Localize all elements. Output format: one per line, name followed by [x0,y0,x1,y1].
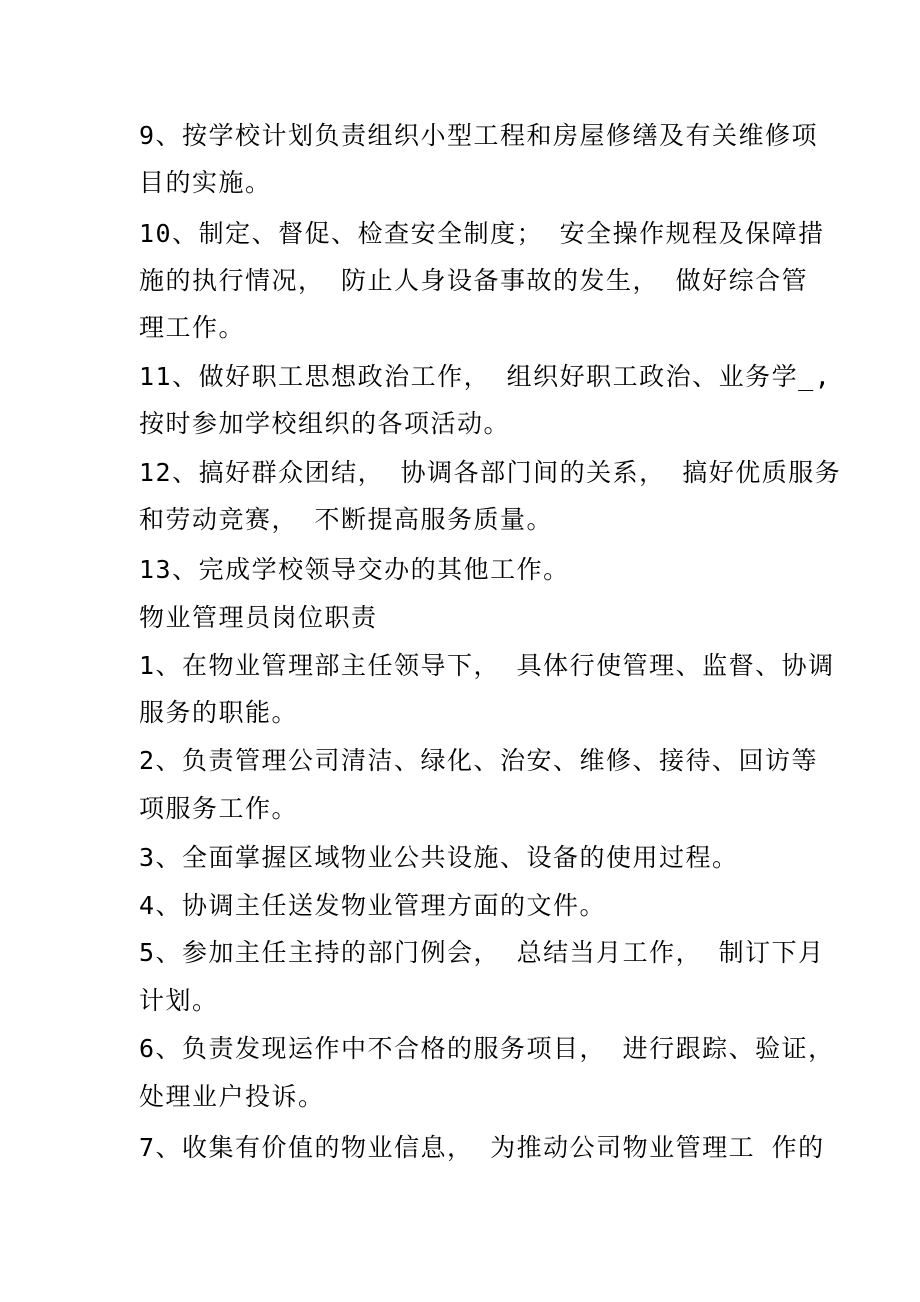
text-line: 服务的职能。 [139,698,299,727]
text-line: 6、负责发现运作中不合格的服务项目， 进行跟踪、验证， [139,1034,835,1063]
text-line: 计划。 [139,986,219,1015]
text-line: 理工作。 [139,313,246,342]
text-line: 和劳动竞赛， 不断提高服务质量。 [139,505,554,534]
text-line: 10、制定、督促、检查安全制度； 安全操作规程及保障措 [139,219,825,248]
text-line: 13、完成学校领导交办的其他工作。 [139,555,570,584]
text-line: 按时参加学校组织的各项活动。 [139,409,511,438]
text-line: 5、参加主任主持的部门例会， 总结当月工作， 制订下月 [139,938,825,967]
text-line: 4、协调主任送发物业管理方面的文件。 [139,891,607,920]
text-line: 1、在物业管理部主任领导下， 具体行使管理、监督、协调 [139,651,835,680]
section-heading: 物业管理员岗位职责 [139,603,378,632]
text-line: 12、搞好群众团结， 协调各部门间的关系， 搞好优质服务 [139,458,842,487]
text-line: 7、收集有价值的物业信息， 为推动公司物业管理工 作的 [139,1133,825,1162]
text-line: 11、做好职工思想政治工作， 组织好职工政治、业务学_, [139,362,832,391]
text-line: 2、负责管理公司清洁、绿化、治安、维修、接待、回访等 [139,746,819,775]
text-line: 9、按学校计划负责组织小型工程和房屋修缮及有关维修项 [139,121,819,150]
text-line: 项服务工作。 [139,794,299,823]
text-line: 施的执行情况， 防止人身设备事故的发生， 做好综合管 [139,266,809,295]
text-line: 处理业户投诉。 [139,1082,325,1111]
text-line: 3、全面掌握区域物业公共设施、设备的使用过程。 [139,843,739,872]
text-line: 目的实施。 [139,168,272,197]
